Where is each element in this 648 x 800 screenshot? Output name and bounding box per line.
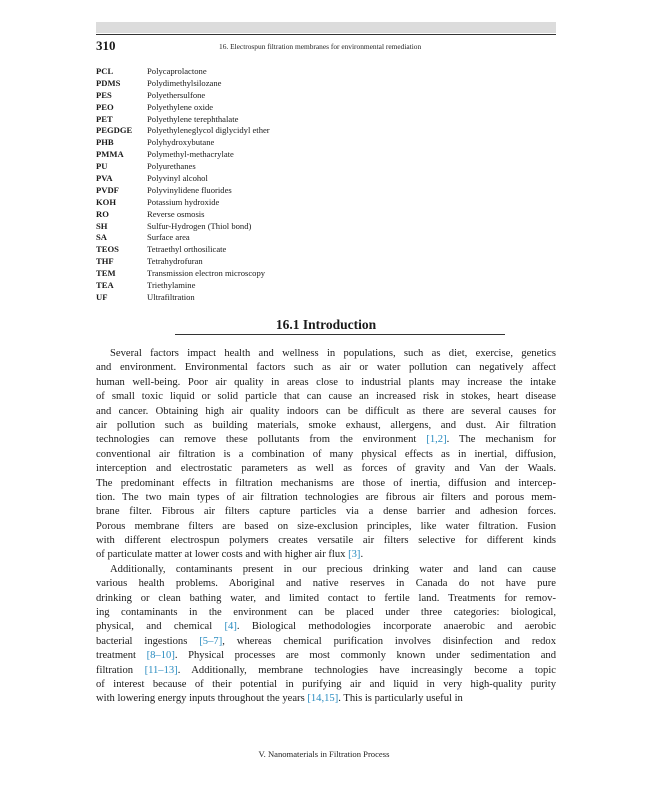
text-run: filtration xyxy=(96,664,145,676)
text-run: of interest because of their potential in purifying air and liquid in very high-quality purity xyxy=(96,678,556,690)
text-run: of particulate matter at lower costs and with higher air flux xyxy=(96,549,349,561)
text-line xyxy=(96,606,556,620)
abbreviation-definition: Reverse osmosis xyxy=(147,208,205,219)
abbreviation-definition: Polyvinylidene fluorides xyxy=(147,184,232,195)
abbreviation-definition: Polymethyl-methacrylate xyxy=(147,149,234,160)
abbreviation-term: PVDF xyxy=(96,184,119,195)
body-text xyxy=(96,347,556,707)
abbreviation-definition: Polyethersulfone xyxy=(147,89,206,100)
abbreviation-row xyxy=(96,114,556,126)
text-run: and cancer. Obtaining high air quality indoors can be difficult as there are several causes for xyxy=(96,405,556,417)
text-line xyxy=(96,462,556,476)
text-line xyxy=(96,505,556,519)
abbreviation-term: PET xyxy=(96,113,113,124)
abbreviation-row xyxy=(96,185,556,197)
abbreviation-definition: Polyurethanes xyxy=(147,161,196,172)
text-run: human well-being. Poor air quality in areas close to industrial plants may increase the intake xyxy=(96,376,556,388)
text-line xyxy=(96,635,556,649)
text-run: . Additionally, membrane technologies have increasingly become a topic xyxy=(177,664,556,676)
abbreviation-row xyxy=(96,137,556,149)
text-run: , whereas chemical purification involves disinfection and redox xyxy=(222,635,557,647)
text-run: conventional air filtration is a combination of many physical effects as in inertial, diffusion, xyxy=(96,448,556,460)
abbreviation-row xyxy=(96,149,556,161)
section-title: 16.1 Introduction xyxy=(275,317,377,332)
citation-link[interactable]: [5–7] xyxy=(199,635,223,647)
abbreviation-term: RO xyxy=(96,208,109,219)
abbreviation-row xyxy=(96,102,556,114)
abbreviation-row xyxy=(96,161,556,173)
abbreviation-row xyxy=(96,209,556,221)
citation-link[interactable]: [14,15] xyxy=(307,693,339,705)
citation-link[interactable]: [3] xyxy=(348,549,361,561)
abbreviation-definition: Triethylamine xyxy=(147,280,196,291)
abbreviation-list xyxy=(96,66,556,304)
abbreviation-term: KOH xyxy=(96,196,117,207)
text-line xyxy=(96,419,556,433)
text-line xyxy=(96,477,556,491)
text-run: treatment xyxy=(96,650,147,662)
text-run: technologies can remove these pollutants from the environment xyxy=(96,434,427,446)
text-run: interception and electrostatic parameters as well as forces of gravity and Van der Waals. xyxy=(96,463,556,475)
header-rule xyxy=(96,34,556,35)
text-run: with lowering energy inputs throughout the years xyxy=(96,693,308,705)
abbreviation-term: PVA xyxy=(96,173,113,184)
abbreviation-term: UF xyxy=(96,291,108,302)
text-line xyxy=(96,433,556,447)
abbreviation-term: SA xyxy=(96,232,107,243)
text-run: brane filter. Fibrous air filters capture particles via a dense barrier and adhesion forces. xyxy=(96,506,556,518)
text-run: ing contaminants in the environment can be placed under three categories: biological, xyxy=(96,607,556,619)
paragraph xyxy=(96,347,556,563)
abbreviation-term: PU xyxy=(96,161,108,172)
abbreviation-definition: Polyethylene oxide xyxy=(147,101,214,112)
abbreviation-row xyxy=(96,244,556,256)
text-line xyxy=(96,592,556,606)
abbreviation-term: THF xyxy=(96,256,114,267)
text-run: The predominant effects in filtration mechanisms are those of inertia, diffusion and intercep- xyxy=(96,477,556,489)
abbreviation-row xyxy=(96,125,556,137)
abbreviation-definition: Polycaprolactone xyxy=(147,66,207,76)
abbreviation-term: PES xyxy=(96,89,112,100)
abbreviation-row xyxy=(96,197,556,209)
text-run: bacterial ingestions xyxy=(96,635,200,647)
text-line xyxy=(96,548,556,562)
text-run: various health problems. Aboriginal and native reserves in Canada do not have pure xyxy=(96,578,556,590)
abbreviation-term: PEGDGE xyxy=(96,125,133,136)
abbreviation-term: TEA xyxy=(96,280,114,291)
text-run: of small toxic liquid or solid particle that can cause an increased risk in stokes, heart disease xyxy=(96,391,556,403)
abbreviation-term: PHB xyxy=(96,137,114,148)
abbreviation-definition: Ultrafiltration xyxy=(147,291,195,302)
abbreviation-definition: Sulfur-Hydrogen (Thiol bond) xyxy=(147,220,252,231)
text-line xyxy=(96,491,556,505)
text-line xyxy=(96,563,556,577)
running-head: 16. Electrospun filtration membranes for environmental remediation xyxy=(219,42,422,51)
abbreviation-row xyxy=(96,292,556,304)
text-line xyxy=(96,405,556,419)
abbreviation-row xyxy=(96,173,556,185)
abbreviation-definition: Tetrahydrofuran xyxy=(147,256,203,267)
text-run: Porous membrane filters are based on size-exclusion principles, like water filtration. Fusion xyxy=(96,520,556,532)
abbreviation-definition: Polyhydroxybutane xyxy=(147,137,215,148)
abbreviation-term: SH xyxy=(96,220,108,231)
text-run: drinking or clean bathing water, and limited contact to fertile land. Treatments for remov- xyxy=(96,592,556,604)
page-number: 310 xyxy=(96,38,116,53)
text-line xyxy=(96,390,556,404)
text-line xyxy=(96,577,556,591)
text-line xyxy=(96,620,556,634)
text-run: Several factors impact health and wellness in populations, such as diet, exercise, genetics xyxy=(110,348,556,359)
text-line xyxy=(96,692,556,706)
text-run: air pollution such as building materials, smoke exhaust, allergens, and dust. Air filtration xyxy=(96,419,556,431)
abbreviation-term: PDMS xyxy=(96,77,121,88)
citation-link[interactable]: [8–10] xyxy=(146,650,175,662)
footer-part-title: V. Nanomaterials in Filtration Process xyxy=(258,749,390,759)
abbreviation-row xyxy=(96,232,556,244)
text-run: and environment. Environmental factors such as air or water pollution can negatively affect xyxy=(96,362,556,374)
abbreviation-definition: Polyethyleneglycol diglycidyl ether xyxy=(147,125,270,136)
citation-link[interactable]: [1,2] xyxy=(426,434,447,446)
abbreviation-definition: Transmission electron microscopy xyxy=(147,268,266,279)
abbreviation-row xyxy=(96,90,556,102)
text-line xyxy=(96,649,556,663)
abbreviation-definition: Surface area xyxy=(147,232,190,243)
paragraph xyxy=(96,563,556,707)
text-run: physical, and chemical xyxy=(96,621,225,633)
text-line xyxy=(96,664,556,678)
text-line xyxy=(96,347,556,361)
abbreviation-term: PCL xyxy=(96,66,114,76)
header-bar xyxy=(96,22,556,33)
citation-link[interactable]: [4] xyxy=(224,621,237,633)
abbreviation-term: PEO xyxy=(96,101,114,112)
text-line xyxy=(96,448,556,462)
abbreviation-row xyxy=(96,256,556,268)
abbreviation-term: TEM xyxy=(96,268,116,279)
text-run: . The mechanism for xyxy=(446,434,557,446)
abbreviation-term: TEOS xyxy=(96,244,119,255)
abbreviation-definition: Tetraethyl orthosilicate xyxy=(147,244,227,255)
text-run: . This is particularly useful in xyxy=(338,693,463,705)
text-run: with different electrospun polymers creates versatile air filters selective for different kinds xyxy=(96,535,556,547)
text-run: Additionally, contaminants present in our precious drinking water and land can cause xyxy=(110,563,556,575)
abbreviation-definition: Polyethylene terephthalate xyxy=(147,113,239,124)
abbreviation-row xyxy=(96,78,556,90)
text-run: . xyxy=(360,549,364,561)
text-run: . Biological methodologies incorporate anaerobic and aerobic xyxy=(236,621,556,633)
abbreviation-term: PMMA xyxy=(96,149,124,160)
abbreviation-row xyxy=(96,280,556,292)
text-run: tion. The two main types of air filtration technologies are fibrous air filters and porous mem- xyxy=(96,491,556,503)
abbreviation-definition: Potassium hydroxide xyxy=(147,196,220,207)
abbreviation-row xyxy=(96,221,556,233)
section-rule xyxy=(175,334,505,335)
abbreviation-definition: Polydimethylsilozane xyxy=(147,77,222,88)
abbreviation-row xyxy=(96,268,556,280)
abbreviation-row xyxy=(96,66,556,78)
text-line xyxy=(96,678,556,692)
text-line xyxy=(96,361,556,375)
text-line xyxy=(96,376,556,390)
citation-link[interactable]: [11–13] xyxy=(144,664,178,676)
text-line xyxy=(96,520,556,534)
text-line xyxy=(96,534,556,548)
text-run: . Physical processes are most commonly known under sedimentation and xyxy=(174,650,556,662)
abbreviation-definition: Polyvinyl alcohol xyxy=(147,173,208,184)
